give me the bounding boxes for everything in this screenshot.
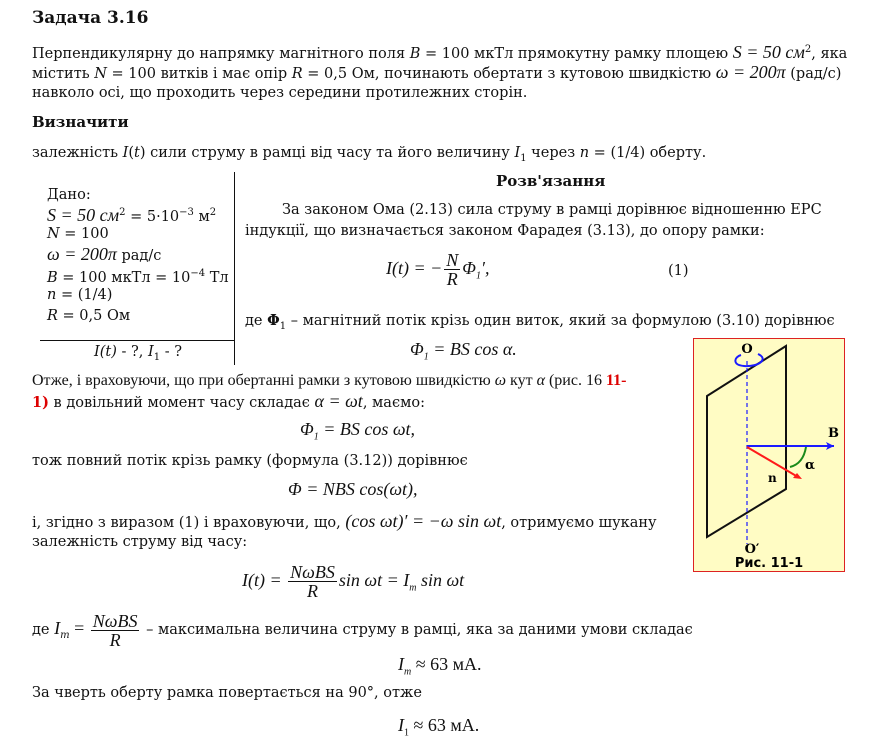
find-text: залежність I(t) сили струму в рамці від часу та його величину $I_1$ через n = (1/4) оберту. (32, 145, 707, 164)
solution-p3: де $\Phi_1$ – магнітний потік крізь один виток, який за формулою (3.10) дорівнює (245, 312, 835, 332)
find-heading: Визначити (32, 113, 129, 131)
solution-p2: індукції, що визначається законом Фарадея (3.13), до опору рамки: (245, 223, 765, 239)
label-b: B (828, 426, 839, 441)
figure-link-continued[interactable]: 1) (32, 394, 49, 411)
given-omega: ω = 200π рад/с (47, 244, 162, 264)
formula-6: $I_m \approx 63$ мА. (398, 654, 482, 678)
condition-line-2: містить N = 100 витків і має опір R = 0,5 Ом, починають обертати з кутовою швидкістю ω = 200π (рад/с) (32, 62, 842, 82)
solution-p10: За чверть оберту рамка повертається на 90°, отже (32, 685, 422, 701)
given-vertical-divider (234, 172, 235, 365)
angle-arc (790, 447, 806, 467)
figure-caption: Рис. 11-1 (734, 556, 804, 571)
rotating-frame-diagram (694, 339, 844, 571)
solution-p4: Отже, і враховуючи, що при обертанні рамки з кутовою швидкістю ω кут α (рис. 16 11- (32, 372, 627, 389)
equation-number: (1) (668, 263, 689, 279)
formula-3: $\Phi_1$ = BS cos ωt, (300, 419, 416, 443)
condition-line-3: навколо осі, що проходить через середини протилежних сторін. (32, 85, 528, 101)
formula-5: I(t) = $\frac{\text{NωBS}}{R}$ $\sin \omega t = I_m$ sin ωt (242, 562, 465, 602)
formula-2: $\Phi_1$ = BS cos α. (410, 339, 517, 363)
label-alpha: α (805, 458, 816, 473)
given-n: n = (1/4) (47, 287, 113, 303)
formula-1: I(t) = − $\frac{N}{R}$ $\Phi_1'$, (386, 250, 490, 290)
given-unknown: I(t) - ?, $I_1$ - ? (94, 344, 183, 363)
given-turns: N = 100 (47, 226, 109, 242)
given-label: Дано: (47, 187, 91, 203)
solution-heading: Розв'язання (496, 172, 606, 190)
figure-11-1 (693, 338, 845, 572)
label-o-top: O (741, 342, 753, 357)
given-area: S = 50 $см^2 = 5\cdot 10^{-3}$ $м^2$ (47, 204, 217, 225)
solution-p5: 1) в довільний момент часу складає α = ωt, маємо: (32, 391, 425, 411)
solution-p9: де $I_m$ = $\frac{\text{NωBS}}{R}$ – максимальна величина струму в рамці, яка за даними умови складає (32, 610, 693, 650)
solution-p7: і, згідно з виразом (1) і враховуючи, що, (cos ωt)′ = −ω sin ωt, отримуємо шукану (32, 511, 657, 531)
formula-4: Φ = NBS cos(ωt), (288, 479, 418, 499)
condition-line-1: Перпендикулярну до напрямку магнітного поля B = 100 мкТл прямокутну рамку площею S = 50 $см^2$, яка (32, 41, 848, 62)
given-resistance: R = 0,5 Ом (47, 308, 131, 324)
given-horizontal-divider (40, 340, 234, 341)
figure-link[interactable]: 11- (605, 372, 627, 389)
given-field: B = 100 мкТл = $10^{-4}$ Тл (47, 268, 229, 286)
label-o-bottom: O′ (744, 542, 760, 557)
formula-7: $I_1 \approx 63$ мА. (398, 715, 480, 739)
solution-p1: За законом Ома (2.13) сила струму в рамці дорівнює відношенню ЕРС (282, 202, 822, 218)
label-n: n (768, 471, 777, 485)
solution-p6: тож повний потік крізь рамку (формула (3.12)) дорівнює (32, 453, 468, 469)
problem-title: Задача 3.16 (32, 8, 149, 28)
solution-p8: залежність струму від часу: (32, 534, 248, 550)
